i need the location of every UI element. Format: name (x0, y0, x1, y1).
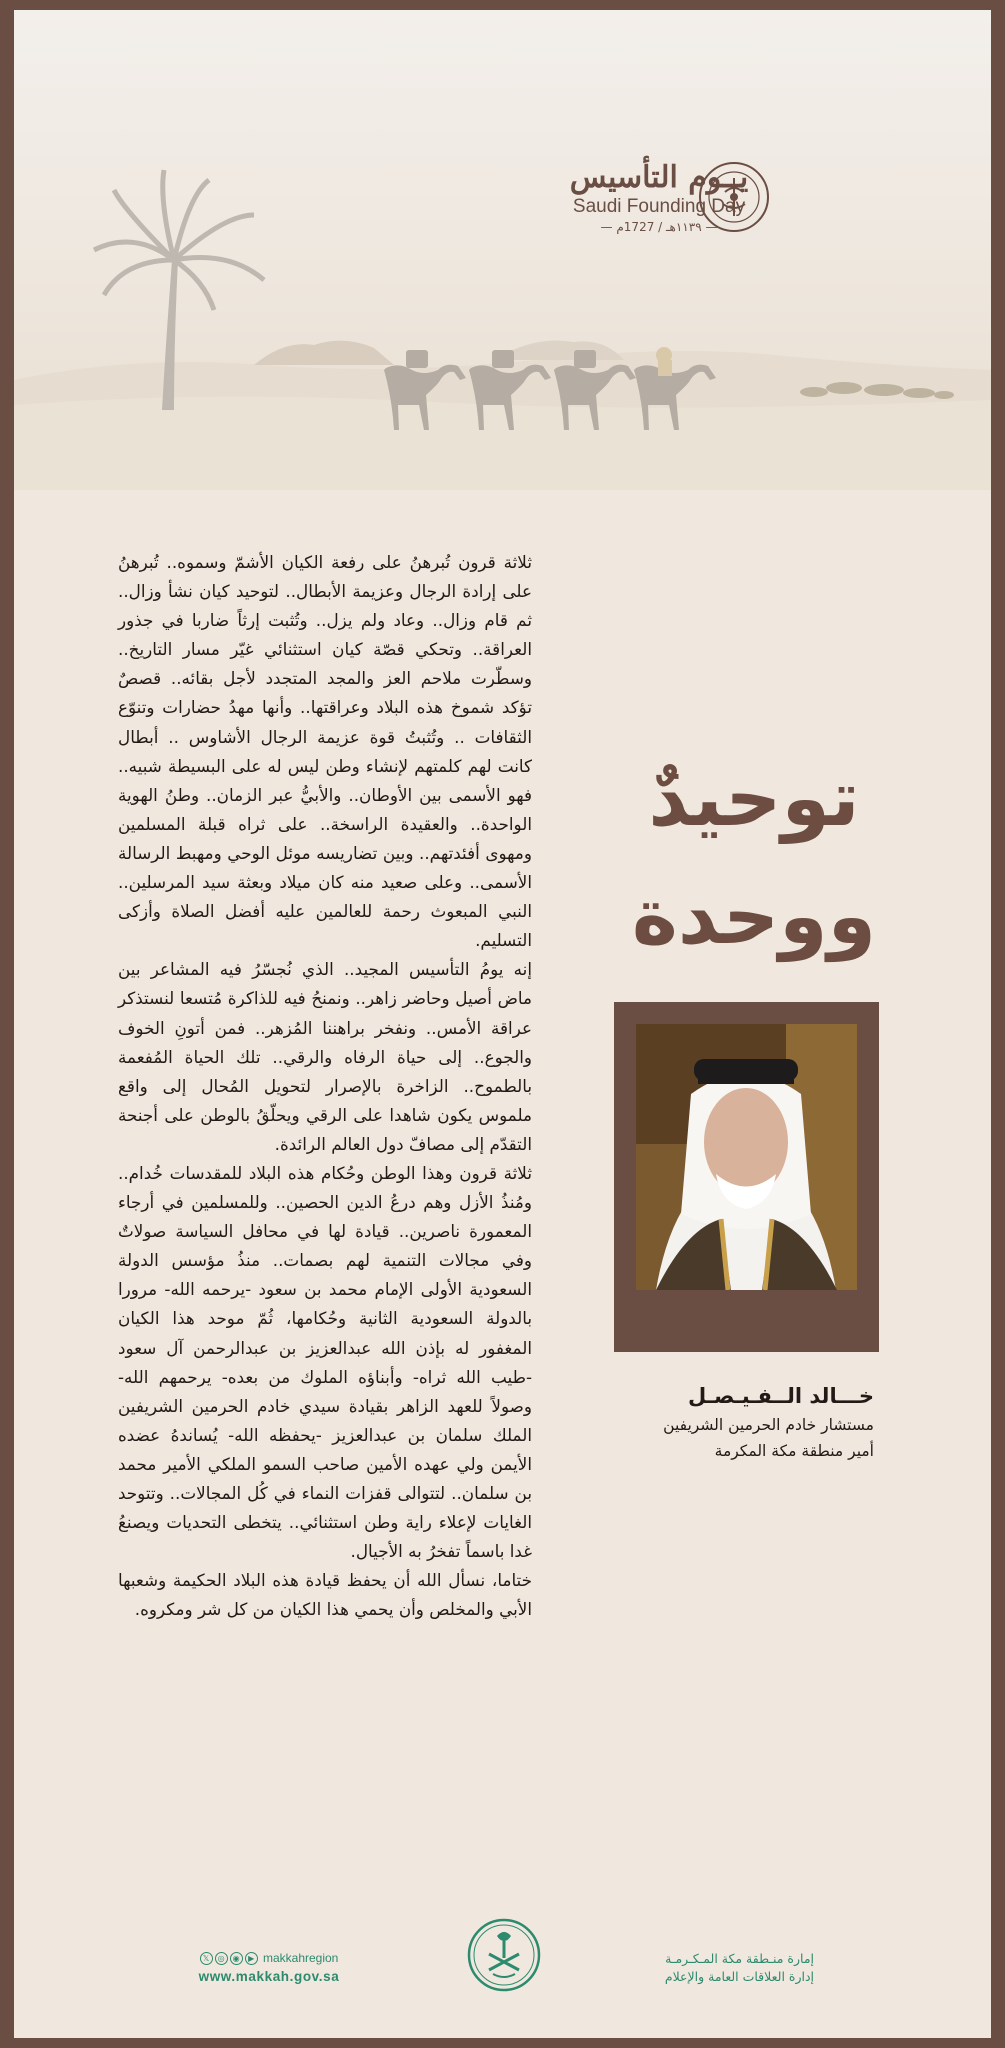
desert-scene (14, 10, 991, 490)
poster (14, 10, 991, 2038)
author-title-line2: أمير منطقة مكة المكرمة (714, 1442, 874, 1460)
logo-dates: — ١١٣٩هـ / 1727م — (600, 220, 718, 234)
instagram-icon[interactable]: ◎ (215, 1952, 228, 1965)
author-title-line1: مستشار خادم الحرمين الشريفين (663, 1416, 874, 1434)
article-paragraph: ثلاثة قرون تُبرهنُ على رفعة الكيان الأشمّ وسموه.. تُبرهنُ على إرادة الرجال وعزيمة الأبطال.. لتوحيد كيان نشأ وزال.. ثم قام وزال.. وعاد ولم يزل.. وتُثبت إرثاً ضاربا في جذور العراقة.. وتحكي قصّة كيان استثنائي غيّر مسار التاريخ.. وسطّرت ملاحم العز والمجد المتجدد لأجل بقائه.. قصصٌ تؤكد شموخ هذه البلاد وعراقتها.. وأنها مهدُ حضارات وتنوّع الثقافات .. وتُثبتُ قوة عزيمة الرجال الأشاوس .. أبطال كانت لهم كلمتهم لإنشاء وطن ليس له على البسيطة شبيه.. فهو الأسمى بين الأوطان.. والأبيُّ عبر الزمان.. وطنُ الهوية الواحدة.. والعقيدة الراسخة.. على ثراه قبلة المسلمين ومهوى أفئدتهم.. وبين تضاريسه موئل الوحي ومهبط الرسالة الأسمى.. وعلى صعيد منه كان ميلاد وبعثة سيد المرسلين.. النبي المبعوث رحمة للعالمين عليه أفضل الصلاة وأزكى التسليم. (118, 552, 532, 951)
footer-organization (614, 1950, 814, 1986)
website-link[interactable]: www.makkah.gov.sa (198, 1969, 340, 1984)
x-icon[interactable]: 𝕏 (200, 1952, 213, 1965)
article-paragraph: ختاما، نسأل الله أن يحفظ قيادة هذه البلاد الحكيمة وشعبها الأبي والمخلص وأن يحمي هذا الكيان من كل شر ومكروه. (118, 1570, 532, 1620)
org-line-2: إدارة العلاقات العامة والإعلام (664, 1969, 814, 1984)
portrait-frame (614, 1002, 879, 1352)
footer-contact (184, 1948, 354, 1986)
author-block (574, 1380, 874, 1464)
portrait-photo (636, 1024, 857, 1290)
social-row (184, 1948, 354, 1968)
founding-day-logo (534, 160, 784, 250)
author-name: خـــالد الــفـيـصـل (688, 1384, 874, 1408)
logo-english-title: Saudi Founding Day (572, 196, 746, 217)
headline-line-2: ووحدة (631, 872, 877, 962)
youtube-icon[interactable]: ▶ (245, 1952, 258, 1965)
headline (604, 740, 904, 976)
social-handle[interactable]: makkahregion (262, 1951, 339, 1965)
saudi-emblem-icon (467, 1918, 541, 1992)
desert-hero-illustration (14, 10, 991, 490)
org-line-1: إمارة منـطقة مكة المـكـرمـة (665, 1951, 814, 1966)
snapchat-icon[interactable]: ◉ (230, 1952, 243, 1965)
article-paragraph: ثلاثة قرون وهذا الوطن وحُكام هذه البلاد للمقدسات خُدام.. ومُنذُ الأزل وهم درعُ الدين الحصين.. وللمسلمين في أرجاء المعمورة ناصرين.. قيادة لها في محافل السياسة صولاتٌ وفي مجالات التنمية لهم بصمات.. منذُ مؤسس الدولة السعودية الأولى الإمام محمد بن سعود -يرحمه الله- مرورا بالدولة السعودية الثانية وحُكامها، ثُمّ موحد هذا الكيان المغفور له بإذن الله عبدالعزيز بن عبدالرحمن آل سعود -طيب الله ثراه- وأبناؤه الملوك من بعده- يرحمهم الله- وصولاً للعهد الزاهر بقيادة سيدي خادم الحرمين الشريفين الملك سلمان بن عبدالعزيز -يحفظه الله- يُساندهُ عضده الأيمن ولي عهده الأمين صاحب السمو الملكي الأمير محمد بن سلمان.. لتتوالى قفزات النماء في كُل المجالات.. وتتوحد الغايات لإعلاء راية وطن استثنائي.. يتخطى التحديات ويصنعُ غدا باسماً تفخرُ به الأجيال. (118, 1162, 532, 1562)
article-paragraph: إنه يومُ التأسيس المجيد.. الذي نُجسّرُ فيه المشاعر بين ماض أصيل وحاضر زاهر.. ونمنحُ فيه للذاكرة مُتسعا لنستذكر عراقة الأمس.. ونفخر براهننا المُزهر.. فمن أتونِ الخوف والجوع.. إلى حياة الرفاه والرقي.. تلك الحياة المُفعمة بالطموح.. الزاخرة بالإصرار لتحويل المُحال إلى واقع ملموس يكون شاهدا على الرقي ويحلّقُ بالوطن على أجنحة التقدّم إلى مصافّ دول العالم الرائدة. (118, 959, 532, 1154)
article-body (118, 548, 532, 1624)
logo-arabic-title: يــوم التأسيس (569, 160, 749, 195)
headline-line-1: توحيدٌ (648, 754, 860, 844)
